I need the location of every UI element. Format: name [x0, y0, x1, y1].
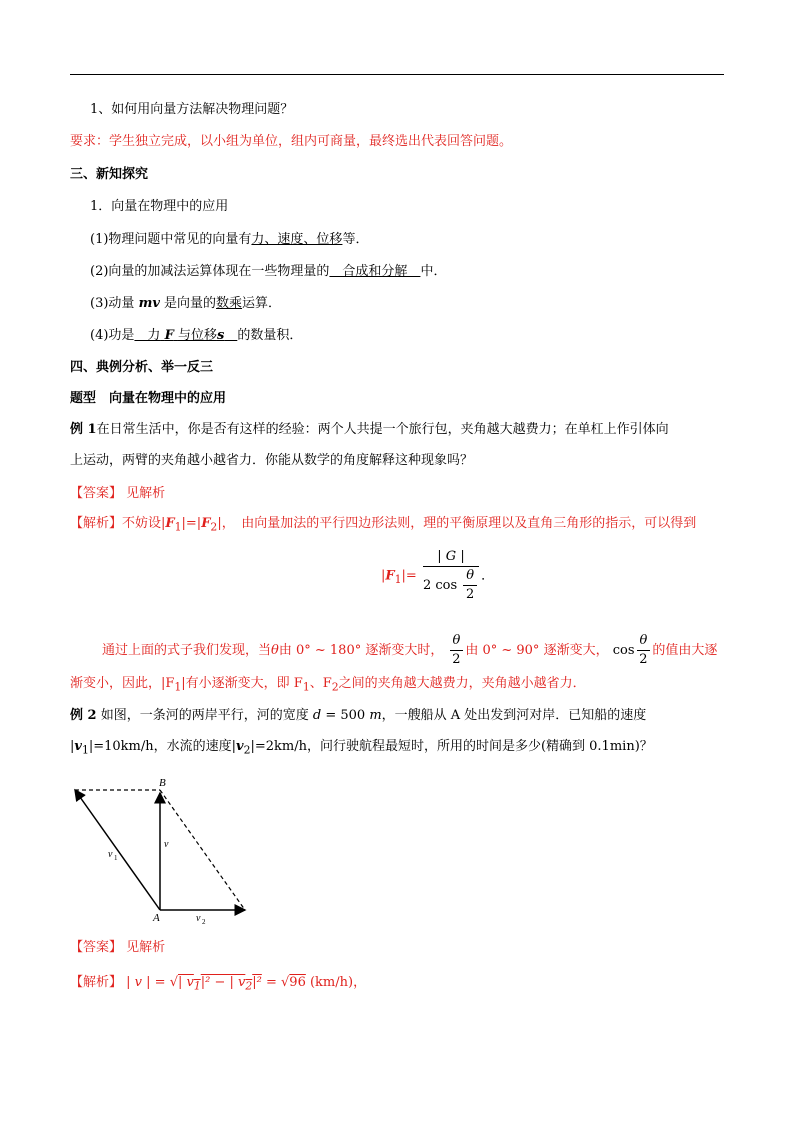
point-1-tail: 等．: [342, 232, 369, 247]
label-v2: v: [196, 913, 201, 924]
point-1: [90, 230, 368, 250]
conclusion-2-b: |有小逐渐变大，即 F: [181, 676, 303, 691]
width-d: d: [312, 708, 322, 723]
conclusion-theta: θ: [271, 643, 279, 658]
sqrt-v1: | v: [177, 975, 194, 990]
answer-2: [70, 938, 165, 958]
conclusion-half-theta-num: θ: [450, 632, 464, 651]
f2-sub: 2: [210, 520, 218, 534]
label-v1: v: [108, 849, 113, 860]
example-1-text-1: 在日常生活中，你是否有这样的经验：两个人共提一个旅行包，夹角越大越费力；在单杠上作引体向: [96, 422, 669, 437]
conclusion-line-1: [102, 632, 717, 669]
formula-two: 2: [466, 587, 475, 602]
vector-v1-line: [75, 790, 160, 910]
conclusion-2-sub3: 2: [331, 680, 339, 694]
section-3-heading: 三、新知探究: [70, 167, 149, 182]
sqrt-v2: |² − | v: [200, 975, 246, 990]
width-value: = 500: [325, 708, 366, 723]
dashed-right: [160, 790, 245, 910]
point-3-answer: 数乘: [216, 296, 243, 311]
point-4: [90, 326, 302, 346]
analysis-1-c: |， 由向量加法的平行四边形法则，理的平衡原理以及直角三角形的指示，可以得到: [217, 516, 697, 531]
sqrt-v1-sub: 1: [193, 979, 201, 993]
type-label: 题型: [70, 391, 97, 406]
formula-denominator: [423, 567, 479, 604]
example-1-label: 例 1: [70, 422, 97, 437]
conclusion-a: 通过上面的式子我们发现，当: [102, 643, 272, 658]
section-4-heading: 四、典例分析、举一反三: [70, 360, 214, 375]
displacement-symbol: s: [216, 328, 225, 343]
conclusion-2-c: 、F: [309, 676, 332, 691]
requirement: 要求：学生独立完成，以小组为单位，组内可商量，最终选出代表回答问题。: [70, 134, 513, 149]
analysis-1-label: 【解析】: [70, 516, 123, 531]
conclusion-2-sub2: 1: [302, 680, 310, 694]
conclusion-d: 的值由大逐: [652, 643, 718, 658]
conclusion-b: 由 0° ~ 180° 逐渐变大时，: [278, 643, 444, 658]
f2-symbol: F: [201, 516, 211, 531]
section-3-item-1: 1．向量在物理中的应用: [90, 199, 229, 214]
analysis-1-a: 不妨设|: [122, 516, 166, 531]
v1-symbol: v: [74, 739, 82, 754]
point-2-text: (2)向量的加减法运算体现在一些物理量的: [90, 264, 330, 279]
point-1-answer: 力、速度、位移: [251, 232, 343, 247]
sqrt-v2-sub: 2: [245, 979, 253, 993]
formula-half-theta: [463, 567, 477, 604]
speed-unit: (km/h)，: [309, 975, 367, 990]
f1-sub: 1: [174, 520, 182, 534]
example-2-text-b: ，一艘船从 A 处出发到河对岸．已知船的速度: [381, 708, 647, 723]
conclusion-cos: cos: [612, 643, 635, 658]
point-2: [90, 262, 446, 282]
point-3-tail: 运算．: [242, 296, 282, 311]
analysis-1-b: |=|: [181, 516, 202, 531]
formula-numerator: | G |: [423, 548, 479, 567]
answer-1-label: 【答案】: [70, 486, 123, 501]
example-2-line-2: [70, 737, 653, 761]
answer-2-text: 见解析: [126, 940, 166, 955]
conclusion-half-theta: [450, 632, 464, 669]
formula-1: [381, 548, 494, 604]
f1-symbol: F: [165, 516, 175, 531]
conclusion-cos-den: 2: [639, 652, 648, 667]
point-2-answer: 合成和分解: [329, 264, 421, 279]
point-3-mid: 是向量的: [164, 296, 217, 311]
analysis-2-label: 【解析】: [70, 975, 123, 990]
conclusion-c: 由 0° ~ 90° 逐渐变大，: [465, 643, 609, 658]
point-4-answer-c: [224, 328, 237, 343]
formula-end: ．: [481, 568, 495, 584]
sqrt-content: [177, 975, 262, 993]
example-1-line-2: 上运动，两臂的夹角越小越省力．你能从数学的角度解释这种现象吗？: [70, 453, 474, 468]
v2-sub: 2: [243, 743, 251, 757]
type-title: 向量在物理中的应用: [109, 391, 227, 406]
point-2-tail: 中．: [420, 264, 447, 279]
example-2-label: 例 2: [70, 708, 97, 723]
width-unit: m: [369, 708, 382, 723]
label-b: B: [159, 777, 166, 789]
formula-lhs-b: |=: [401, 568, 417, 584]
answer-1: [70, 484, 165, 504]
example-2-text-c: |=10km/h，水流的速度|: [88, 739, 236, 754]
conclusion-cos-half-theta: [637, 632, 651, 669]
conclusion-half-theta-den: 2: [452, 652, 461, 667]
label-v2-sub: 2: [202, 918, 206, 925]
example-2-bar: |: [70, 739, 75, 754]
point-3: [90, 294, 281, 314]
vector-diagram: [60, 775, 270, 925]
point-1-text: (1)物理问题中常见的向量有: [90, 232, 252, 247]
formula-cos: 2 cos: [422, 578, 458, 593]
point-4-answer: [134, 328, 237, 343]
header-rule: [70, 74, 724, 75]
label-v1-sub: 1: [114, 854, 118, 862]
point-4-text: (4)功是: [90, 328, 135, 343]
equals: =: [265, 975, 277, 990]
conclusion-line-2: [70, 674, 586, 698]
analysis-2: 【解析】 | v | = √| $v_1|^2$ − | $v_2|^2 = √96$ (km/h)，: [70, 975, 367, 993]
formula-f: F: [385, 568, 395, 584]
conclusion-cos-num: θ: [637, 632, 651, 651]
question-1: 1、如何用向量方法解决物理问题？: [90, 102, 294, 117]
example-2-text-a: 如图，一条河的两岸平行，河的宽度: [100, 708, 309, 723]
conclusion-2-a: 渐变小，因此，|F: [70, 676, 175, 691]
point-4-answer-b: 与位移: [177, 328, 217, 343]
formula-lhs-a: |: [381, 568, 386, 584]
point-4-tail: 的数量积．: [237, 328, 303, 343]
point-3-text: (3)动量: [90, 296, 135, 311]
momentum-symbol: mv: [138, 296, 160, 311]
answer-1-text: 见解析: [126, 486, 166, 501]
v1-sub: 1: [81, 743, 89, 757]
type-heading: [70, 389, 226, 409]
sqrt-96: 96: [289, 975, 306, 990]
answer-2-label: 【答案】: [70, 940, 123, 955]
point-4-answer-a: 力: [134, 328, 161, 343]
formula-theta: θ: [463, 567, 477, 586]
sqrt-end: |²: [252, 975, 262, 990]
speed-v: | v | =: [126, 975, 166, 990]
example-1-line-1: [70, 420, 669, 440]
label-v: v: [164, 839, 169, 850]
conclusion-2-d: 之间的夹角越大越费力，夹角越小越省力．: [338, 676, 586, 691]
label-a: A: [153, 912, 160, 924]
force-symbol: F: [164, 328, 174, 343]
formula-f-sub: 1: [394, 573, 402, 587]
conclusion-2-sub1: 1: [174, 680, 182, 694]
analysis-1-line-1: [70, 514, 696, 538]
formula-fraction: [423, 548, 479, 604]
v2-symbol: v: [236, 739, 244, 754]
example-2-text-d: |=2km/h，问行驶航程最短时，所用的时间是多少(精确到 0.1min)？: [250, 739, 653, 754]
example-2-line-1: [70, 706, 646, 726]
